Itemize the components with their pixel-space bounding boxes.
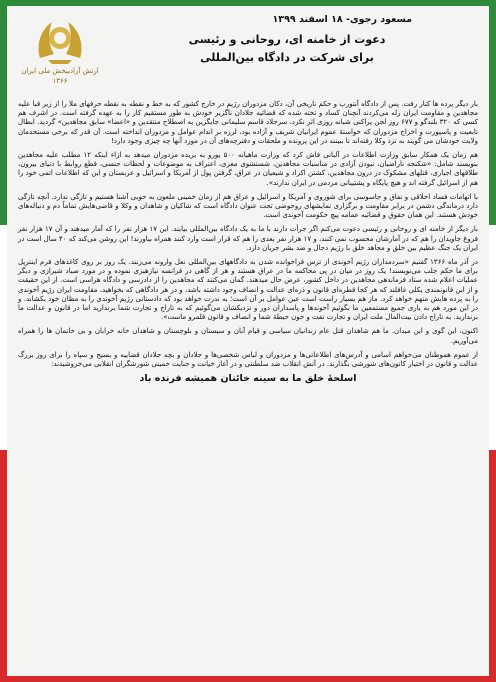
document-page — [14, 10, 482, 672]
paragraph-2: هم زمان یک همکار سابق وزارت اطلاعات در آلبانی فاش کرد که وزارت ماهیانه ۵۰۰ یورو به بریده مزدوران میدهد به ازاء اینکه ۱۲ مطلب علیه مجاهدین بنویسند شامل: «شکنجه ناراضیان، نبودن آزادی در مناسبات مجاهدین، شستشوی مغزی، اعتراف به موضوعات و لحظات جنسی، قطع روابط با دنیای بیرون، طلاقهای اجباری، قتلهای مشکوک در درون مجاهدین، کشتن اکراد و شیعیان در عراق، گرفتن پول از آمریکا و اسرائیل و عربستان و این که اطلاعات اتمی خود را هم از اسرائیل گرفته اند و هیچ پایگاه و پشتیبانی مردمی در ایران ندارند». — [18, 151, 478, 187]
header-text — [162, 14, 412, 67]
paragraph-1: بار دیگر پرده ها کنار رفت. پس از دادگاه آنتورپ و حکم تاریخی آن، دکان مزدوران رژیم در خارج کشور که به خط و نقطه به نقطه ‌حرفهای ملا را از زیر قبا علیه مجاهدین و مقاومت ایران رله می‌کردند آنچنان کساد و تخته شده که قضائیه جلادان ناگزیر خودش به طور مستقیم کار را به عهده گرفته است. در اشرف هم کسی که ۳۲۰ بلندگو و ۶۷۷ روز لجن پراکنی شبانه روزی اثر نکرد، سرجلاد قاسم سلیمانی جایگزین به اصطلاح منتقدین و «اعضا» سابق مجاهدین» گردید. ابطال تابعیت و پاسپورت و اخراج مزدوران که خواستهٔ عموم ایرانیان شریف و آزاده بود، لرزه بر اندام عوامل و مزدوران انداخته است. آن قدر که برخی مستخدمان ولایت خودشان می گویند به تزد وکلا رفته‌اند تا ببینند در این پرونده و ملحقات و دفترچه‌های آن در مورد آنها چه چیزی وجود دارد! — [18, 100, 478, 145]
document-body — [14, 100, 482, 383]
flag-frame-right — [489, 0, 496, 682]
flag-frame-top — [0, 0, 496, 6]
logo — [20, 14, 100, 88]
lion-sun-emblem-icon — [32, 14, 88, 66]
paragraph-5: در آذر ماه ۱۳۶۶ گفتیم «سردمداران رژیم آخوندی از ترس فراخوانده شدن به دادگاههای بین‌المللی نعل وارونه می‌زنند. یک روز بر روی کاغذهای فرم اینترپل برای ما حکم جلب می‌نویسند! یک روز در میان در پی محاکمه ما در عراق هستند و هر از گاهی در فرانسه نیازهیزی نموده و در مورد صیاد شیرازی و دیگر عملیات اعلام شده ستاد فرماندهی مجاهدین در داخل کشور، عرض حال میدهند. گمان می‌کنند که مجاهدین را از دادرسی و دادگاه هراسی است. از این حقیقت و از این قانونمندی یکلی غافلند که هر کجا قطره‌ای قانون و ذره‌ای عدالت و انصاف وجود داشته باشد، و در هر دادگاهی که بخواهید، مقاومت ایران رژیم آخوندی را به پرده هایش متهم خواهد کرد. ماز هم بسیار راست است عین عوامل بر آن است؛ به ندرت خواهد بود که دادستانی رژیم آخوندی را به مظان خود بکشاند. و در این مورد هم به یاری جمیع مستمعین ما بگوئیم آخوندها و پاسداران دور و نزدیکشان می‌گوئیم که به تاراج و تجارت شما برندارید اما در قانون و عدالت ما برندارید. به تاراج دادن بیت‌المال ملت ایران و تجارت نفت و خون حیطهٔ شما و انصاف و قانون قلمرو ماست». — [18, 258, 478, 322]
logo-year: ۱۳۶۶ — [52, 77, 68, 85]
closing-slogan: اسلحهٔ خلق ما به سینه خائنان همیشه فرنده باد — [139, 373, 357, 385]
paragraph-3: با اتهامات فساد اخلاقی و نفاق و جاسوسی برای شوروی و آمریکا و اسرائیل و عراق هم از زمان خمینی ملعون به خوبی آشنا هستیم و تازگی ندارد. آنچه تازگی دارد درماندگی دشمن در برابر مقاومت و برگزاری نمایشهای روحوضی تحت عنوان دادگاه است که شاکیان و شاهدان و وکلا و قاضی‌هایش تماماً دم و دنباله‌های خودش هستند. این همان حقوق و قضائیه عمامه پیچ حکومت آخوندی است. — [18, 192, 478, 220]
paragraph-4: بار دیگر از خامنه ای و روحانی و رئیسی دعوت می‌کنم اگر جرأت دارند با ما به یک دادگاه بین‌المللی بیایند. این ۱۷ هزار نفر را که آمار میدهند و آن ۱۷ هزار نفر فروغ جاویدان را هم که در آمارشان محسوب نمی کنند، و ۱۷ هزار نفر بعدی را هم که قرار است وارد کنند همراه بیاورند! این روشن می‌کند که ۴۰ سال است در ایران یک جنگ عظیم بین خلق و مجاهد خلق با رژیم دجال و ضد بشر جریان دارد. — [18, 225, 478, 252]
flag-frame-left — [0, 0, 7, 682]
document-header — [14, 10, 482, 92]
logo-caption: ارتش آزادیبخش ملی ایران — [21, 67, 99, 75]
paragraph-7: از عموم هموطنان می‌خواهم اسامی و آدرس‌های اطلاعاتی‌ها و مزدوران و لباس شخصی‌ها و جلادان و بچه جلادان قضاییه و بسیج و سپاه را برای روز بزرگ عدالت و قانون در اختیار کانون‌های شورشی بگذارند. در آتش انقلاب ضد سلطنتی و در آغاز خیانت و جنایت خمینی شورشگران انقلابی می‌خروشیدند: — [18, 350, 478, 369]
flag-frame-bottom — [0, 676, 496, 682]
paragraph-6: اکنون، این گوی و این میدان. ما هم شاهدان قتل عام زندانیان سیاسی و قیام آبان و سیستان و بلوچستان و شاهدان خانه خرابان و بی خانمان ها را همراه می‌آوریم. — [18, 327, 478, 345]
title-line-1: دعوت از خامنه ای، روحانی و رئیسی — [188, 33, 386, 46]
title-line-2: برای شرکت در دادگاه بین‌المللی — [200, 51, 374, 64]
byline: مسعود رجوی- ۱۸ اسفند ۱۳۹۹ — [272, 14, 412, 25]
